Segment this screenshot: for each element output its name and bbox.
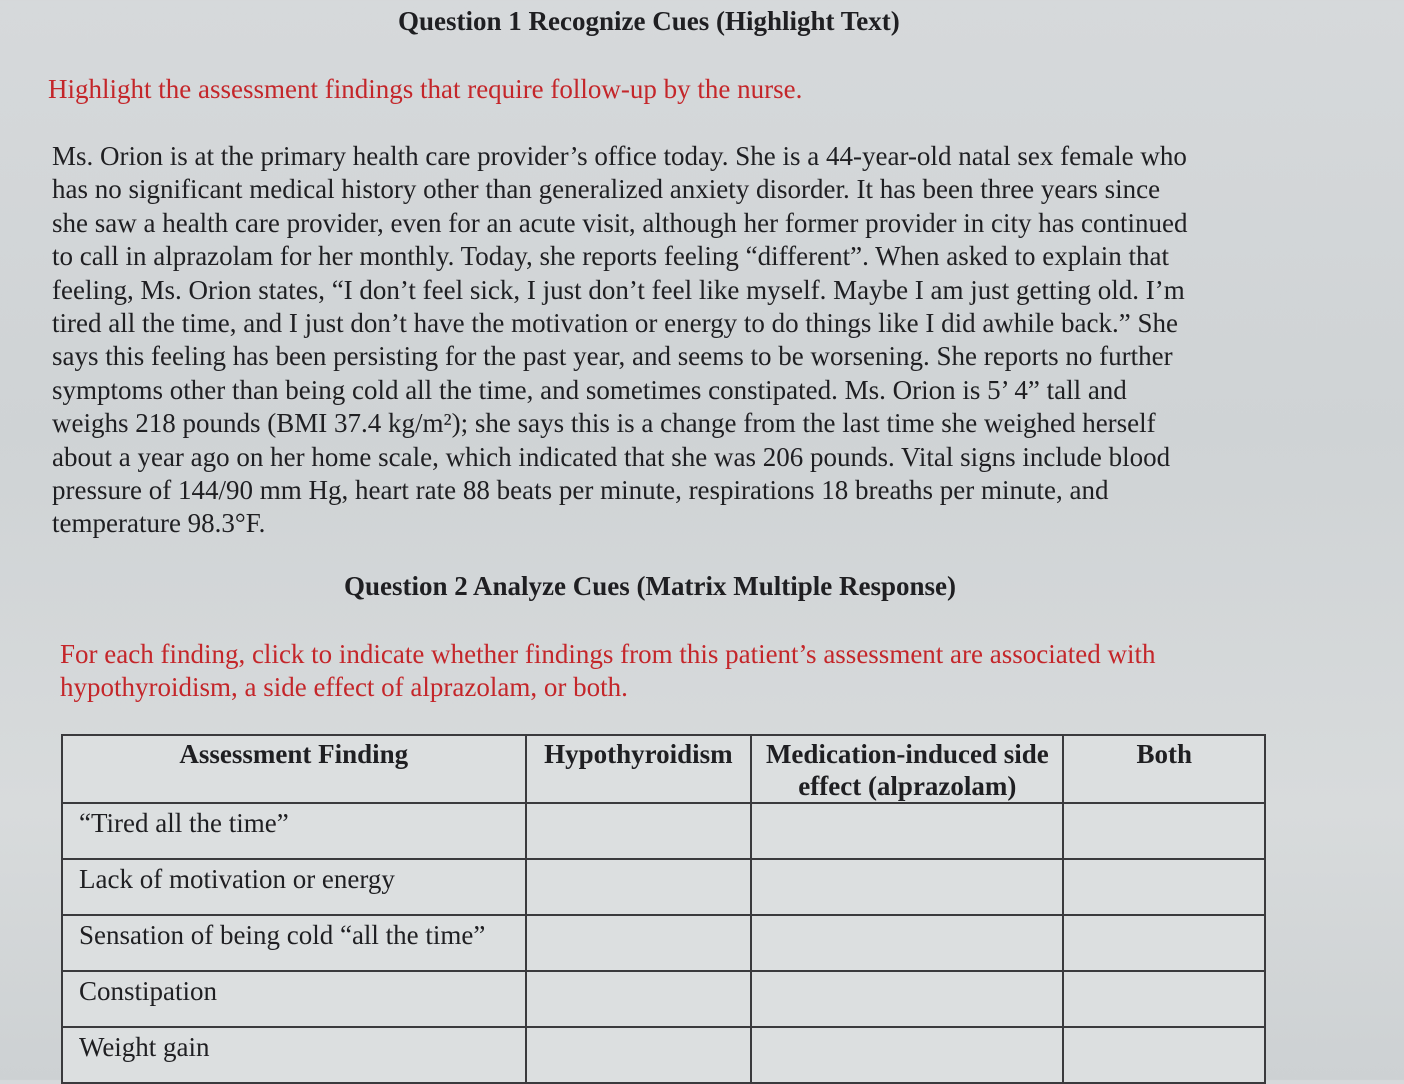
scenario-line[interactable]: symptoms other than being cold all the time, and sometimes constipated. Ms. Orion is 5’ 4” tall and [52, 374, 1127, 405]
both-cell[interactable] [1063, 859, 1265, 915]
table-row [62, 1027, 1265, 1083]
scenario-line[interactable]: pressure of 144/90 mm Hg, heart rate 88 beats per minute, respirations 18 breaths per minute, and [52, 475, 1109, 506]
scenario-line[interactable]: about a year ago on her home scale, which indicated that she was 206 pounds. Vital signs include blood [52, 441, 1171, 472]
header-medication-side-effect: Medication-induced side effect (alprazolam) [751, 735, 1063, 803]
table-row [62, 971, 1265, 1027]
hypothyroidism-cell[interactable] [526, 803, 752, 859]
finding-label: “Tired all the time” [62, 803, 526, 859]
table-row [62, 803, 1265, 859]
hypothyroidism-cell[interactable] [526, 1027, 752, 1083]
scenario-line[interactable]: tired all the time, and I just don’t have the motivation or energy to do things like I did awhile back.” She [52, 308, 1178, 339]
both-cell[interactable] [1063, 1027, 1265, 1083]
medication-side-effect-cell[interactable] [751, 1027, 1063, 1083]
matrix-response-table [61, 734, 1266, 1084]
medication-side-effect-cell[interactable] [751, 859, 1063, 915]
finding-label: Weight gain [62, 1027, 526, 1083]
question-2-instruction: For each finding, click to indicate whether findings from this patient’s assessment are associated with hypothyroidism, a side effect of alprazolam, or both. [60, 639, 1156, 702]
hypothyroidism-cell[interactable] [526, 859, 752, 915]
question-1-instruction: Highlight the assessment findings that require follow-up by the nurse. [48, 74, 803, 104]
both-cell[interactable] [1063, 971, 1265, 1027]
header-hypothyroidism: Hypothyroidism [526, 735, 752, 803]
finding-label: Constipation [62, 971, 526, 1027]
header-both: Both [1063, 735, 1265, 803]
scenario-line[interactable]: to call in alprazolam for her monthly. Today, she reports feeling “different”. When asked to explain that [52, 241, 1169, 272]
scenario-line[interactable]: temperature 98.3°F. [52, 508, 266, 539]
question-1-title: Question 1 Recognize Cues (Highlight Text) [398, 6, 900, 36]
medication-side-effect-cell[interactable] [751, 971, 1063, 1027]
medication-side-effect-cell[interactable] [751, 803, 1063, 859]
scenario-line[interactable]: Ms. Orion is at the primary health care provider’s office today. She is a 44-year-old natal sex female who [52, 141, 1187, 171]
medication-side-effect-cell[interactable] [751, 915, 1063, 971]
question-2-title: Question 2 Analyze Cues (Matrix Multiple Response) [344, 571, 956, 601]
scenario-line[interactable]: has no significant medical history other than generalized anxiety disorder. It has been three years since [52, 174, 1161, 205]
table-header-row [62, 735, 1265, 803]
scenario-text[interactable] [52, 140, 1277, 541]
table-row [62, 915, 1265, 971]
both-cell[interactable] [1063, 915, 1265, 971]
hypothyroidism-cell[interactable] [526, 915, 752, 971]
table-row [62, 859, 1265, 915]
scenario-line[interactable]: feeling, Ms. Orion states, “I don’t feel sick, I just don’t feel like myself. Maybe I am just getting old. I’m [52, 274, 1185, 305]
finding-label: Lack of motivation or energy [62, 859, 526, 915]
header-assessment-finding: Assessment Finding [62, 735, 526, 803]
scenario-line[interactable]: weighs 218 pounds (BMI 37.4 kg/m²); she says this is a change from the last time she weighed herself [52, 408, 1156, 439]
scenario-line[interactable]: says this feeling has been persisting for the past year, and seems to be worsening. She reports no further [52, 341, 1173, 372]
finding-label: Sensation of being cold “all the time” [62, 915, 526, 971]
hypothyroidism-cell[interactable] [526, 971, 752, 1027]
scenario-line[interactable]: she saw a health care provider, even for an acute visit, although her former provider in city has continued [52, 207, 1188, 238]
both-cell[interactable] [1063, 803, 1265, 859]
